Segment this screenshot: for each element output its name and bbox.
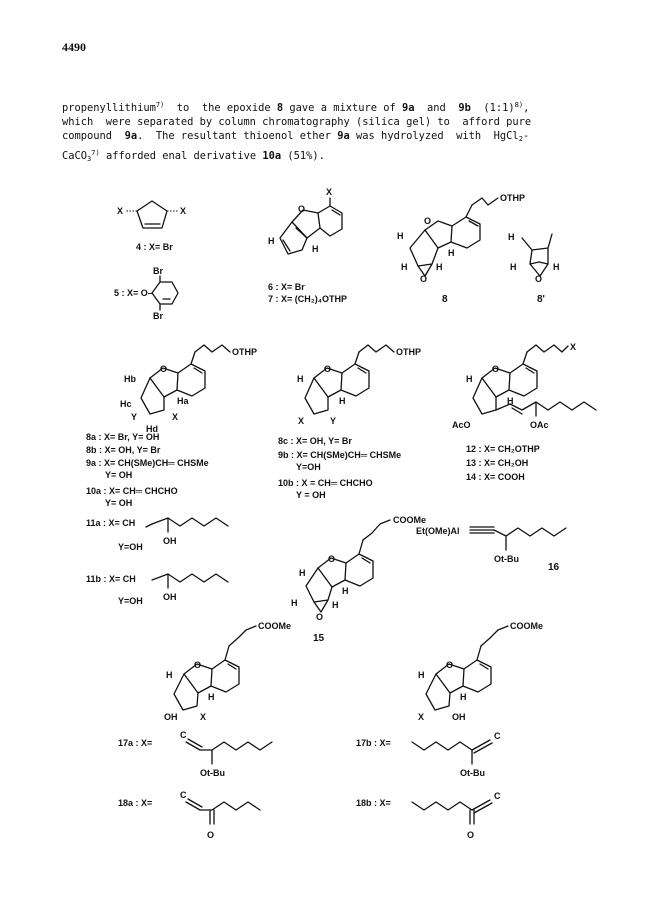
atom-h: H: [339, 396, 346, 406]
sidechain-18a: [180, 790, 260, 840]
label-8b: 8b : X= OH, Y= Br: [86, 445, 161, 455]
paragraph-line-2: which were separated by column chromatography (silica gel) to afford pure: [62, 116, 532, 128]
atom-o: O: [207, 830, 215, 840]
atom-o: O: [446, 660, 454, 670]
atom-hb: Hb: [124, 374, 136, 384]
atom-hc: Hc: [120, 399, 132, 409]
atom-hd: Hd: [146, 424, 158, 434]
atom-o: O: [194, 660, 202, 670]
atom-o: O: [324, 364, 332, 374]
paragraph-line-4: CaCO$_3^{7)}$ afforded enal derivative 10a (51%).: [62, 149, 325, 163]
structure-15: [291, 515, 426, 622]
structure-17b: [418, 621, 543, 722]
atom-h: H: [508, 232, 515, 242]
label-7: 7 : X= (CH₂)₄OTHP: [268, 294, 348, 304]
structure-8-epoxide: [397, 193, 525, 284]
atom-x: X: [172, 412, 179, 422]
label-5: 5 : X= O–: [114, 288, 153, 298]
atom-x: X: [180, 206, 187, 216]
atom-otbu: Ot-Bu: [200, 768, 225, 778]
sidechain-11a: [146, 518, 228, 546]
atom-oh: OH: [163, 592, 177, 602]
atom-h: H: [510, 262, 517, 272]
label-11b-y: Y=OH: [118, 596, 143, 606]
atom-o: O: [492, 364, 500, 374]
atom-c: C: [180, 790, 187, 800]
atom-h: H: [418, 670, 425, 680]
structure-8c-series: [297, 345, 421, 426]
label-12: 12 : X= CH₂OTHP: [466, 444, 540, 454]
paragraph-line-1: propenyllithium$^{7)}$ to the epoxide 8 gave a mixture of 9a and 9b (1:1)$^{8)}$,: [62, 101, 530, 114]
atom-othp: OTHP: [396, 347, 422, 357]
label-8a: 8a : X= Br, Y= OH: [86, 432, 160, 442]
label-11b: 11b : X= CH: [86, 574, 136, 584]
label-14: 14 : X= COOH: [466, 472, 525, 482]
label-11a: 11a : X= CH: [86, 518, 136, 528]
atom-aco: AcO: [452, 420, 471, 430]
label-6: 6 : X= Br: [268, 282, 305, 292]
atom-otbu: Ot-Bu: [460, 768, 485, 778]
atom-h: H: [208, 692, 215, 702]
atom-h: H: [448, 248, 455, 258]
structure-17a: [164, 621, 291, 722]
label-17b: 17b : X=: [356, 738, 391, 748]
label-9b: 9b : X= CH(SMe)CH═ CHSMe: [278, 450, 402, 460]
label-10a: 10a : X= CH═ CHCHO: [86, 486, 178, 496]
structure-12-series: [452, 342, 596, 430]
label-8: 8: [442, 294, 448, 305]
atom-h: H: [401, 262, 408, 272]
sidechain-17b: [412, 731, 501, 778]
atom-x: X: [326, 187, 333, 197]
atom-h: H: [507, 396, 514, 406]
atom-h: H: [466, 374, 473, 384]
atom-h: H: [297, 374, 304, 384]
atom-al: Et(OMe)Al: [416, 526, 460, 536]
atom-othp: OTHP: [232, 347, 258, 357]
atom-x: X: [298, 416, 305, 426]
atom-x: X: [418, 712, 425, 722]
atom-oh: OH: [452, 712, 466, 722]
atom-h: H: [460, 692, 467, 702]
label-16: 16: [548, 562, 560, 573]
atom-br: Br: [153, 311, 164, 321]
atom-x: X: [117, 206, 124, 216]
atom-ha: Ha: [177, 396, 189, 406]
label-17a: 17a : X=: [118, 738, 153, 748]
atom-h: H: [291, 598, 298, 608]
atom-coome: COOMe: [393, 515, 427, 525]
structure-6-7-tricyclic: [268, 187, 342, 254]
atom-oac: OAc: [530, 420, 549, 430]
label-13: 13 : X= CH₂OH: [466, 458, 529, 468]
atom-h: H: [397, 231, 404, 241]
atom-x: X: [570, 342, 577, 352]
atom-br: Br: [153, 266, 164, 276]
atom-o: O: [420, 274, 428, 284]
atom-x: X: [200, 712, 207, 722]
atom-h: H: [332, 600, 339, 610]
atom-otbu: Ot-Bu: [494, 554, 519, 564]
atom-coome: COOMe: [510, 621, 544, 631]
atom-coome: COOMe: [258, 621, 292, 631]
atom-o: O: [467, 830, 475, 840]
atom-y: Y: [131, 412, 138, 422]
structure-4-cyclopentene: [117, 201, 186, 228]
label-9b-y: Y=OH: [296, 462, 321, 472]
label-15: 15: [313, 633, 325, 644]
label-9a-y: Y= OH: [105, 470, 133, 480]
paragraph-line-3: compound 9a. The resultant thioenol ether 9a was hydrolyzed with HgCl$_2$-: [62, 130, 530, 143]
sidechain-18b: [412, 791, 501, 840]
label-8c: 8c : X= OH, Y= Br: [278, 436, 352, 446]
atom-oh: OH: [164, 712, 178, 722]
atom-o: O: [160, 364, 168, 374]
atom-o: O: [535, 274, 543, 284]
label-11a-y: Y=OH: [118, 542, 143, 552]
atom-othp: OTHP: [500, 193, 526, 203]
atom-o: O: [328, 554, 336, 564]
sidechain-17a: [180, 730, 272, 778]
label-4: 4 : X= Br: [136, 242, 173, 252]
atom-c: C: [180, 730, 187, 740]
atom-h: H: [299, 568, 306, 578]
atom-h: H: [553, 262, 560, 272]
label-10b: 10b : X = CH═ CHCHO: [278, 478, 373, 488]
structure-5-dibromophenyl: [152, 266, 178, 321]
label-18a: 18a : X=: [118, 798, 153, 808]
atom-c: C: [494, 791, 501, 801]
atom-o: O: [316, 612, 324, 622]
page-number: 4490: [62, 40, 86, 54]
atom-c: C: [494, 731, 501, 741]
atom-o: O: [424, 216, 432, 226]
label-10b-y: Y = OH: [296, 490, 326, 500]
label-10a-y: Y= OH: [105, 498, 133, 508]
atom-h: H: [342, 586, 349, 596]
atom-oh: OH: [163, 536, 177, 546]
atom-h: H: [436, 262, 443, 272]
atom-h: H: [268, 236, 275, 246]
label-8-prime: 8': [537, 294, 545, 305]
atom-h: H: [166, 670, 173, 680]
structure-8a-series: [120, 345, 257, 434]
atom-y: Y: [330, 416, 337, 426]
structure-8-prime: [508, 232, 560, 284]
atom-h: H: [312, 244, 319, 254]
label-18b: 18b : X=: [356, 798, 391, 808]
label-9a: 9a : X= CH(SMe)CH═ CHSMe: [86, 458, 209, 468]
sidechain-11b: [152, 574, 228, 602]
atom-o: O: [298, 204, 306, 214]
structure-16-alane: [416, 526, 566, 564]
